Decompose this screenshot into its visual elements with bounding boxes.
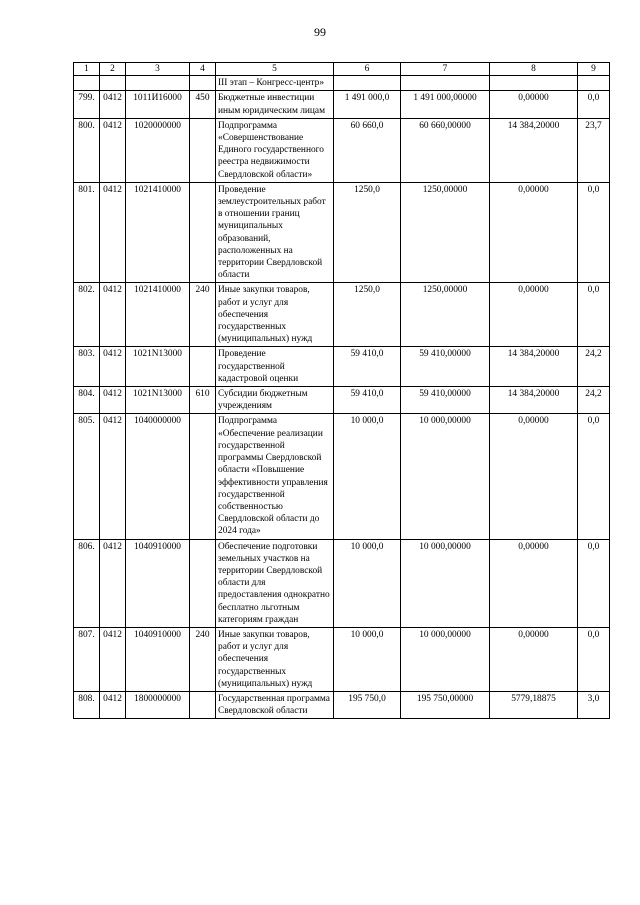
section-code: 0412 [100,347,126,387]
column-header: 9 [578,63,610,76]
section-code: 0412 [100,387,126,414]
amount-executed: 0,00000 [490,182,578,283]
expense-type-code [190,118,216,182]
item-name: Государственная программа Свердловской области [216,691,334,718]
execution-percent: 0,0 [578,182,610,283]
amount-executed: 14 384,20000 [490,118,578,182]
amount-planned [334,76,401,91]
execution-percent: 24,2 [578,387,610,414]
amount-planned: 59 410,0 [334,347,401,387]
expense-type-code: 240 [190,283,216,347]
row-number: 801. [74,182,100,283]
execution-percent: 0,0 [578,627,610,691]
amount-executed [490,76,578,91]
amount-approved: 60 660,00000 [401,118,490,182]
target-item-code: 1021410000 [126,182,190,283]
execution-percent: 0,0 [578,91,610,118]
table-body [74,76,610,719]
column-header: 6 [334,63,401,76]
amount-executed: 0,00000 [490,414,578,539]
target-item-code: 1020000000 [126,118,190,182]
amount-planned: 10 000,0 [334,627,401,691]
expense-type-code: 240 [190,627,216,691]
amount-planned: 60 660,0 [334,118,401,182]
target-item-code: 1011И16000 [126,91,190,118]
table-row [74,91,610,118]
column-header: 1 [74,63,100,76]
table-row [74,347,610,387]
row-number: 806. [74,539,100,627]
amount-planned: 10 000,0 [334,414,401,539]
amount-approved: 1 491 000,00000 [401,91,490,118]
expense-type-code [190,539,216,627]
amount-planned: 1 491 000,0 [334,91,401,118]
amount-approved: 10 000,00000 [401,627,490,691]
target-item-code: 1040910000 [126,627,190,691]
section-code: 0412 [100,118,126,182]
section-code: 0412 [100,627,126,691]
item-name: Иные закупки товаров, работ и услуг для обеспечения государственных (муниципальных) нужд [216,283,334,347]
expense-type-code [190,414,216,539]
column-header: 7 [401,63,490,76]
amount-approved: 195 750,00000 [401,691,490,718]
expense-type-code [190,347,216,387]
row-number: 804. [74,387,100,414]
expense-type-code: 450 [190,91,216,118]
amount-planned: 195 750,0 [334,691,401,718]
amount-approved: 1250,00000 [401,283,490,347]
page-number: 99 [314,25,326,39]
row-number: 802. [74,283,100,347]
expense-type-code [190,691,216,718]
target-item-code: 1021N13000 [126,347,190,387]
row-number: 803. [74,347,100,387]
budget-table [73,62,610,719]
expense-type-code: 610 [190,387,216,414]
item-name: Подпрограмма «Обеспечение реализации государственной программы Свердловской области «Повышение эффективности управления государственной собственностью Свердловской области до 2024 года» [216,414,334,539]
amount-approved [401,76,490,91]
amount-planned: 1250,0 [334,182,401,283]
table-row [74,539,610,627]
amount-executed: 14 384,20000 [490,347,578,387]
row-number: 805. [74,414,100,539]
section-code: 0412 [100,91,126,118]
table-row [74,691,610,718]
execution-percent: 0,0 [578,414,610,539]
item-name: Проведение землеустроительных работ в отношении границ муниципальных образований, расположенных на территории Свердловской области [216,182,334,283]
item-name: Проведение государственной кадастровой оценки [216,347,334,387]
table-row [74,387,610,414]
amount-executed: 0,00000 [490,283,578,347]
section-code: 0412 [100,539,126,627]
amount-planned: 10 000,0 [334,539,401,627]
item-name: Подпрограмма «Совершенствование Единого государственного реестра недвижимости Свердловской области» [216,118,334,182]
table-row [74,76,610,91]
header-row [74,63,610,76]
target-item-code: 1800000000 [126,691,190,718]
amount-executed: 0,00000 [490,627,578,691]
item-name: Иные закупки товаров, работ и услуг для обеспечения государственных (муниципальных) нужд [216,627,334,691]
amount-executed: 14 384,20000 [490,387,578,414]
section-code: 0412 [100,691,126,718]
table-row [74,118,610,182]
target-item-code [126,76,190,91]
row-number: 799. [74,91,100,118]
amount-approved: 10 000,00000 [401,539,490,627]
column-header: 4 [190,63,216,76]
section-code: 0412 [100,414,126,539]
section-code: 0412 [100,283,126,347]
column-header: 5 [216,63,334,76]
table-row [74,627,610,691]
target-item-code: 1021410000 [126,283,190,347]
execution-percent: 23,7 [578,118,610,182]
column-header: 2 [100,63,126,76]
execution-percent: 24,2 [578,347,610,387]
item-name: III этап – Конгресс-центр» [216,76,334,91]
target-item-code: 1021N13000 [126,387,190,414]
amount-planned: 1250,0 [334,283,401,347]
expense-type-code [190,76,216,91]
execution-percent: 3,0 [578,691,610,718]
section-code [100,76,126,91]
table-row [74,283,610,347]
table-header [74,63,610,76]
item-name: Субсидии бюджетным учреждениям [216,387,334,414]
expense-type-code [190,182,216,283]
row-number: 800. [74,118,100,182]
amount-executed: 0,00000 [490,539,578,627]
execution-percent: 0,0 [578,283,610,347]
item-name: Бюджетные инвестиции иным юридическим лицам [216,91,334,118]
execution-percent [578,76,610,91]
table-row [74,182,610,283]
target-item-code: 1040000000 [126,414,190,539]
row-number: 807. [74,627,100,691]
target-item-code: 1040910000 [126,539,190,627]
amount-approved: 59 410,00000 [401,347,490,387]
amount-executed: 5779,18875 [490,691,578,718]
amount-approved: 59 410,00000 [401,387,490,414]
amount-executed: 0,00000 [490,91,578,118]
table-row [74,414,610,539]
execution-percent: 0,0 [578,539,610,627]
amount-approved: 10 000,00000 [401,414,490,539]
row-number [74,76,100,91]
amount-approved: 1250,00000 [401,182,490,283]
column-header: 3 [126,63,190,76]
item-name: Обеспечение подготовки земельных участков на территории Свердловской области для предоставления однократно бесплатно льготным категориям граждан [216,539,334,627]
column-header: 8 [490,63,578,76]
section-code: 0412 [100,182,126,283]
amount-planned: 59 410,0 [334,387,401,414]
row-number: 808. [74,691,100,718]
